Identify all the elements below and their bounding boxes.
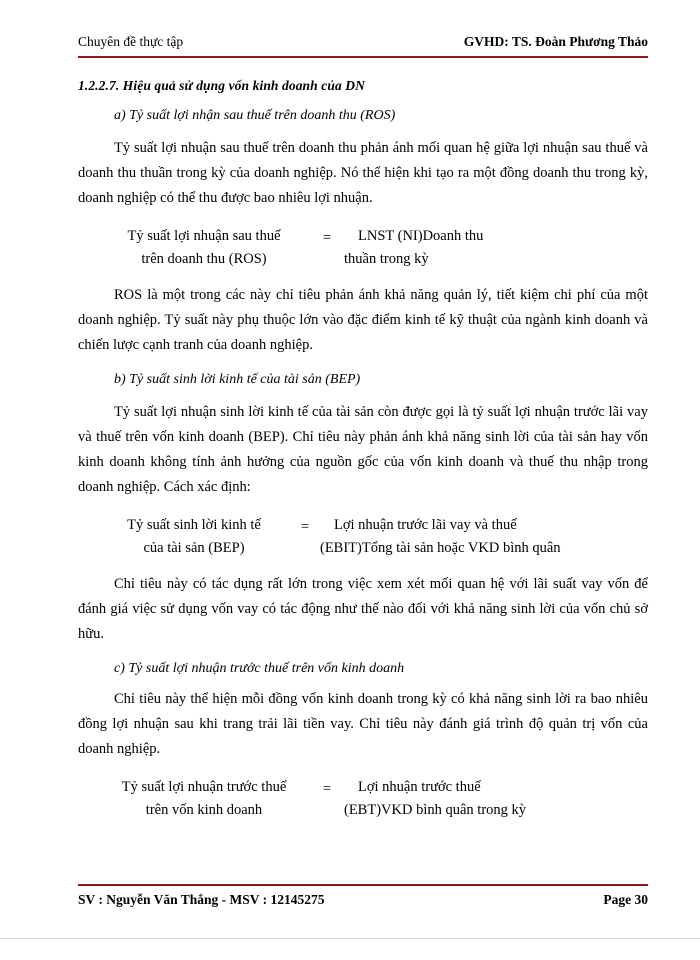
formula-ebt-rhs-line2: (EBT)VKD bình quân trong kỳ [344, 801, 527, 818]
formula-bep-lhs-line1: Tỷ suất sinh lời kinh tế [127, 516, 261, 533]
section-title: 1.2.2.7. Hiệu quả sử dụng vốn kinh doanh của DN [78, 78, 365, 93]
formula-ros-rhs-line1: LNST (NI)Doanh thu [358, 227, 484, 244]
formula-ros-rhs-line2: thuần trong kỳ [344, 251, 429, 267]
footer-left-text: SV : Nguyễn Văn Thắng - MSV : 12145275 [78, 892, 325, 907]
subsection-label-a: a) Tỷ suất lợi nhận sau thuế trên doanh thu (ROS) [114, 108, 396, 123]
formula-bep-rhs [320, 514, 648, 560]
page-footer [78, 884, 648, 908]
header-right-text: GVHD: TS. Đoàn Phương Thảo [463, 34, 648, 49]
formula-bep-equals: = [300, 518, 310, 535]
page-bottom-margin [0, 938, 700, 960]
formula-ebt-rhs-line1: Lợi nhuận trước thuế [358, 778, 481, 795]
paragraph-a-2: ROS là một trong các này chỉ tiêu phản ánh khả năng quản lý, tiết kiệm chi phí của một doanh nghiệp. Tỷ suất này phụ thuộc lớn vào đặc điểm kinh tế kỹ thuật của ngành kinh doanh và chiến lược cạnh tranh của doanh nghiệp. [78, 287, 648, 354]
formula-ebt-lhs [78, 776, 310, 822]
header-divider [78, 56, 648, 58]
page-content [78, 34, 648, 828]
formula-ros-lhs-line2: trên doanh thu (ROS) [141, 251, 267, 267]
formula-bep [78, 514, 648, 560]
formula-ros-equals: = [322, 229, 332, 246]
formula-ebt-rhs [344, 776, 648, 822]
header-left-text: Chuyên đề thực tập [78, 34, 184, 49]
footer-divider [78, 884, 648, 886]
formula-ros-lhs-line1: Tỷ suất lợi nhuận sau thuế [127, 227, 281, 244]
formula-ros-lhs [78, 225, 310, 271]
formula-bep-rhs-line1: Lợi nhuận trước lãi vay và thuế [334, 516, 517, 533]
paragraph-b-1: Tỷ suất lợi nhuận sinh lời kinh tế của tài sản còn được gọi là tỷ suất lợi nhuận trước lãi vay và thuế trên vốn kinh doanh (BEP). Chỉ tiêu này phản ánh khả năng sinh lời của tài sản hay vốn kinh doanh không tính ảnh hưởng của nguồn gốc của vốn kinh doanh và thuế thu nhập trong doanh nghiệp. Cách xác định: [78, 404, 648, 495]
formula-ebt-lhs-line1: Tỷ suất lợi nhuận trước thuế [121, 778, 287, 795]
formula-bep-rhs-line2: (EBIT)Tổng tài sản hoặc VKD bình quân [320, 539, 561, 556]
subsection-label-c: c) Tỷ suất lợi nhuận trước thuế trên vốn kinh doanh [114, 660, 405, 676]
formula-bep-lhs [78, 514, 290, 560]
footer-page-number: Page 30 [603, 892, 648, 907]
paragraph-c-1: Chỉ tiêu này thể hiện mỗi đồng vốn kinh doanh trong kỳ có khả năng sinh lời ra bao nhiêu đồng lợi nhuận sau khi trang trải lãi tiền vay. Chỉ tiêu này đánh giá trình độ quản trị vốn của doanh nghiệp. [78, 690, 648, 757]
paragraph-a-1: Tỷ suất lợi nhuận sau thuế trên doanh thu phản ánh mối quan hệ giữa lợi nhuận sau thuế và doanh thu thuần trong kỳ của doanh nghiệp. Nó thể hiện khi tạo ra một đồng doanh thu trong kỳ, doanh nghiệp có thể thu được bao nhiêu lợi nhuận. [78, 140, 648, 206]
paragraph-b-2: Chỉ tiêu này có tác dụng rất lớn trong việc xem xét mối quan hệ với lãi suất vay vốn để đánh giá việc sử dụng vốn vay có tác động như thế nào đối với khả năng sinh lời của vốn chủ sở hữu. [78, 576, 648, 642]
formula-bep-lhs-line2: của tài sản (BEP) [143, 539, 245, 556]
formula-ebt-equals: = [322, 780, 332, 797]
page-header [78, 34, 648, 50]
formula-ebt [78, 776, 648, 822]
formula-ros-rhs [344, 225, 648, 271]
formula-ebt-lhs-line2: trên vốn kinh doanh [145, 801, 263, 818]
subsection-label-b: b) Tỷ suất sinh lời kinh tế của tài sản (BEP) [114, 372, 361, 387]
formula-ros [78, 225, 648, 271]
